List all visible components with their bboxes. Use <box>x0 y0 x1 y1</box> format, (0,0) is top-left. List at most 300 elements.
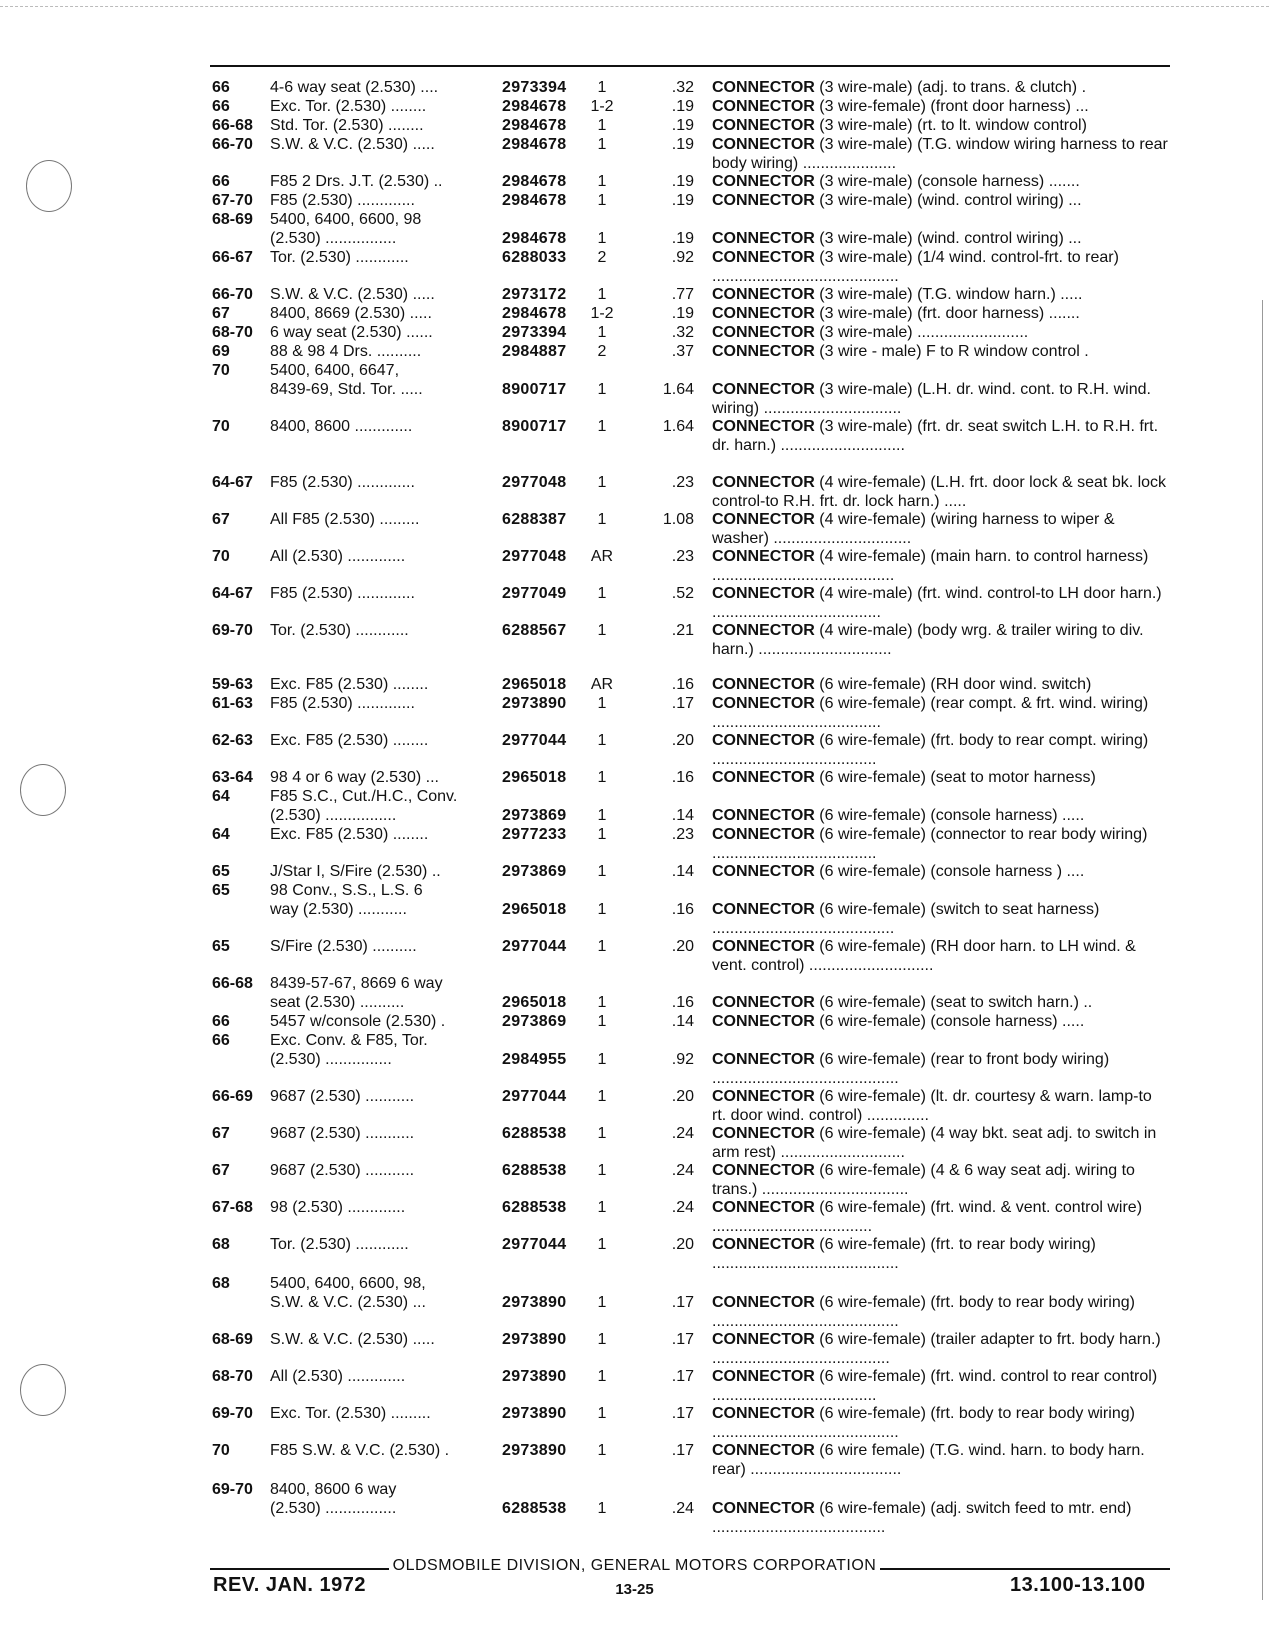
model-year: 68-69 <box>212 211 253 228</box>
price: .19 <box>671 117 694 134</box>
description-part-name: CONNECTOR <box>712 117 815 134</box>
application: 8400, 8600 ............. <box>270 418 413 435</box>
application: 8400, 8669 (2.530) ..... <box>270 305 432 322</box>
section-code: 13.100-13.100 <box>1010 1574 1146 1596</box>
description <box>712 825 1168 863</box>
application: (2.530) ............... <box>270 1051 392 1068</box>
description <box>712 1012 1168 1031</box>
price: .17 <box>671 695 694 712</box>
price: .37 <box>671 343 694 360</box>
part-number: 6288538 <box>502 1199 567 1216</box>
description-text: (6 wire-female) (frt. to rear body wiring) .......................................... <box>712 1236 1096 1272</box>
description-part-name: CONNECTOR <box>712 1500 815 1517</box>
description-part-name: CONNECTOR <box>712 249 815 266</box>
application: 88 & 98 4 Drs. .......... <box>270 343 422 360</box>
price: .19 <box>671 192 694 209</box>
price: .17 <box>671 1442 694 1459</box>
part-number: 2973890 <box>502 1442 567 1459</box>
description-part-name: CONNECTOR <box>712 1088 815 1105</box>
application: 98 Conv., S.S., L.S. 6 <box>270 882 423 899</box>
description-part-name: CONNECTOR <box>712 1331 815 1348</box>
description-part-name: CONNECTOR <box>712 1294 815 1311</box>
model-year: 66-70 <box>212 286 253 303</box>
model-year: 66-67 <box>212 249 253 266</box>
description-part-name: CONNECTOR <box>712 1368 815 1385</box>
part-number: 2973869 <box>502 807 567 824</box>
price: .19 <box>671 98 694 115</box>
description <box>712 900 1168 938</box>
part-number: 6288567 <box>502 622 567 639</box>
price: .17 <box>671 1368 694 1385</box>
description <box>712 1330 1168 1368</box>
description-text: (3 wire-male) (adj. to trans. & clutch) . <box>819 79 1087 96</box>
quantity: 1 <box>597 1051 607 1068</box>
price: .19 <box>671 305 694 322</box>
application: S.W. & V.C. (2.530) ..... <box>270 136 435 153</box>
quantity: 1 <box>597 136 607 153</box>
model-year: 67 <box>212 511 230 528</box>
quantity: 1 <box>597 511 607 528</box>
quantity: 1 <box>597 286 607 303</box>
description <box>712 584 1168 622</box>
binder-hole <box>20 764 66 816</box>
model-year: 66 <box>212 173 230 190</box>
description-text: (3 wire-male) ......................... <box>819 324 1029 341</box>
model-year: 67 <box>212 1162 230 1179</box>
quantity: 1 <box>597 1368 607 1385</box>
description-part-name: CONNECTOR <box>712 901 815 918</box>
footer-division-text: OLDSMOBILE DIVISION, GENERAL MOTORS CORPORATION <box>389 1557 881 1574</box>
quantity: 1 <box>597 324 607 341</box>
description-part-name: CONNECTOR <box>712 826 815 843</box>
application: 98 4 or 6 way (2.530) ... <box>270 769 439 786</box>
quantity: 1 <box>597 1331 607 1348</box>
description-part-name: CONNECTOR <box>712 622 815 639</box>
description-text: (3 wire-male) (L.H. dr. wind. cont. to R.H. wind. wiring) ............................... <box>712 381 1151 417</box>
description <box>712 380 1168 418</box>
application: F85 (2.530) ............. <box>270 695 415 712</box>
application: Tor. (2.530) ............ <box>270 622 409 639</box>
part-number: 2977044 <box>502 1236 567 1253</box>
quantity: 1 <box>597 901 607 918</box>
price: .16 <box>671 769 694 786</box>
application: way (2.530) ........... <box>270 901 407 918</box>
description <box>712 510 1168 548</box>
part-number: 8900717 <box>502 418 567 435</box>
application: 98 (2.530) ............. <box>270 1199 406 1216</box>
application: F85 2 Drs. J.T. (2.530) .. <box>270 173 443 190</box>
part-number: 2984887 <box>502 343 567 360</box>
quantity: 1 <box>597 622 607 639</box>
part-number: 6288538 <box>502 1162 567 1179</box>
description-part-name: CONNECTOR <box>712 1051 815 1068</box>
description-text: (3 wire-male) (1/4 wind. control-frt. to rear) .......................................... <box>712 249 1119 285</box>
description-text: (6 wire-female) (4 & 6 way seat adj. wiring to trans.) ................................. <box>712 1162 1135 1198</box>
application: 9687 (2.530) ........... <box>270 1125 415 1142</box>
description <box>712 1124 1168 1162</box>
quantity: 1 <box>597 732 607 749</box>
description-text: (6 wire-female) (seat to motor harness) <box>819 769 1096 786</box>
part-number: 2977044 <box>502 938 567 955</box>
part-number: 2984678 <box>502 192 567 209</box>
part-number: 2973172 <box>502 286 567 303</box>
price: .19 <box>671 136 694 153</box>
model-year: 59-63 <box>212 676 253 693</box>
quantity: 1 <box>597 1500 607 1517</box>
description <box>712 862 1168 881</box>
description-part-name: CONNECTOR <box>712 136 815 153</box>
description <box>712 1404 1168 1442</box>
description <box>712 675 1168 694</box>
model-year: 64-67 <box>212 474 253 491</box>
price: .32 <box>671 79 694 96</box>
description-part-name: CONNECTOR <box>712 305 815 322</box>
description-text: (6 wire-female) (4 way bkt. seat adj. to switch in arm rest) ............................ <box>712 1125 1157 1161</box>
description-text: (6 wire-female) (RH door wind. switch) <box>819 676 1092 693</box>
quantity: 1 <box>597 474 607 491</box>
price: .77 <box>671 286 694 303</box>
part-number: 2965018 <box>502 901 567 918</box>
price: .23 <box>671 474 694 491</box>
price: .17 <box>671 1294 694 1311</box>
page-number: 13-25 <box>615 1581 654 1598</box>
application: 4-6 way seat (2.530) .... <box>270 79 439 96</box>
model-year: 62-63 <box>212 732 253 749</box>
quantity: 1 <box>597 826 607 843</box>
application: Exc. Conv. & F85, Tor. <box>270 1032 428 1049</box>
description <box>712 473 1168 511</box>
description-text: (6 wire female) (T.G. wind. harn. to body harn. rear) .................................. <box>712 1442 1145 1478</box>
description <box>712 97 1168 116</box>
description <box>712 323 1168 342</box>
part-number: 2973394 <box>502 324 567 341</box>
application: All (2.530) ............. <box>270 548 406 565</box>
quantity: 2 <box>597 249 607 266</box>
price: .14 <box>671 1013 694 1030</box>
price: .32 <box>671 324 694 341</box>
description-part-name: CONNECTOR <box>712 79 815 96</box>
description <box>712 116 1168 135</box>
description-part-name: CONNECTOR <box>712 381 815 398</box>
application: F85 (2.530) ............. <box>270 585 415 602</box>
description <box>712 304 1168 323</box>
application: Std. Tor. (2.530) ........ <box>270 117 424 134</box>
part-number: 2984678 <box>502 98 567 115</box>
description-text: (4 wire-female) (wiring harness to wiper & washer) ............................... <box>712 511 1115 547</box>
application: Exc. Tor. (2.530) ......... <box>270 1405 431 1422</box>
quantity: 1 <box>597 938 607 955</box>
description-part-name: CONNECTOR <box>712 769 815 786</box>
application: 9687 (2.530) ........... <box>270 1088 415 1105</box>
price: .24 <box>671 1500 694 1517</box>
part-number: 6288033 <box>502 249 567 266</box>
description-part-name: CONNECTOR <box>712 585 815 602</box>
part-number: 2973890 <box>502 1294 567 1311</box>
price: .16 <box>671 994 694 1011</box>
description-text: (6 wire-female) (connector to rear body wiring) ..................................... <box>712 826 1148 862</box>
quantity: 1 <box>597 994 607 1011</box>
description-text: (6 wire-female) (rear to front body wiring) .......................................... <box>712 1051 1110 1087</box>
description-text: (6 wire-female) (switch to seat harness) ......................................... <box>712 901 1100 937</box>
description <box>712 417 1168 455</box>
model-year: 69-70 <box>212 622 253 639</box>
part-number: 2977233 <box>502 826 567 843</box>
quantity: 1 <box>597 807 607 824</box>
model-year: 70 <box>212 418 230 435</box>
model-year: 67 <box>212 305 230 322</box>
quantity: 1 <box>597 1405 607 1422</box>
description <box>712 78 1168 97</box>
description-text: (6 wire-female) (console harness) ..... <box>819 1013 1085 1030</box>
part-number: 2973890 <box>502 695 567 712</box>
description <box>712 547 1168 585</box>
application: J/Star I, S/Fire (2.530) .. <box>270 863 441 880</box>
description-text: (3 wire-male) (wind. control wiring) ... <box>819 192 1082 209</box>
description-text: (6 wire-female) (frt. wind. & vent. control wire) .................................... <box>712 1199 1143 1235</box>
description-text: (3 wire-male) (T.G. window wiring harness to rear body wiring) ..................... <box>712 136 1168 172</box>
description-part-name: CONNECTOR <box>712 1236 815 1253</box>
model-year: 65 <box>212 882 230 899</box>
quantity: 1 <box>597 173 607 190</box>
price: .20 <box>671 938 694 955</box>
price: .20 <box>671 1088 694 1105</box>
part-number: 2965018 <box>502 676 567 693</box>
part-number: 2973869 <box>502 1013 567 1030</box>
description-part-name: CONNECTOR <box>712 807 815 824</box>
description-part-name: CONNECTOR <box>712 173 815 190</box>
application: S.W. & V.C. (2.530) ... <box>270 1294 426 1311</box>
description-text: (3 wire-male) (T.G. window harn.) ..... <box>819 286 1083 303</box>
header-rule <box>210 65 1170 67</box>
quantity: 1 <box>597 695 607 712</box>
footer-division <box>0 1557 1269 1575</box>
part-number: 6288387 <box>502 511 567 528</box>
quantity: 1 <box>597 418 607 435</box>
price: .24 <box>671 1125 694 1142</box>
model-year: 68 <box>212 1275 230 1292</box>
model-year: 64 <box>212 788 230 805</box>
price: .21 <box>671 622 694 639</box>
application: (2.530) ................ <box>270 807 397 824</box>
model-year: 67-68 <box>212 1199 253 1216</box>
description-part-name: CONNECTOR <box>712 994 815 1011</box>
application: 9687 (2.530) ........... <box>270 1162 415 1179</box>
price: .14 <box>671 807 694 824</box>
application: Exc. F85 (2.530) ........ <box>270 676 429 693</box>
application: Exc. F85 (2.530) ........ <box>270 826 429 843</box>
quantity: 1 <box>597 1294 607 1311</box>
description-text: (3 wire - male) F to R window control . <box>819 343 1089 360</box>
description-part-name: CONNECTOR <box>712 548 815 565</box>
quantity: 1 <box>597 1088 607 1105</box>
description <box>712 731 1168 769</box>
model-year: 63-64 <box>212 769 253 786</box>
model-year: 66 <box>212 98 230 115</box>
application: S.W. & V.C. (2.530) ..... <box>270 286 435 303</box>
description-part-name: CONNECTOR <box>712 98 815 115</box>
model-year: 66-68 <box>212 117 253 134</box>
description-text: (3 wire-male) (wind. control wiring) ... <box>819 230 1082 247</box>
model-year: 61-63 <box>212 695 253 712</box>
quantity: 2 <box>597 343 607 360</box>
description-part-name: CONNECTOR <box>712 324 815 341</box>
description-text: (3 wire-male) (rt. to lt. window control) <box>819 117 1087 134</box>
model-year: 65 <box>212 863 230 880</box>
description <box>712 1499 1168 1537</box>
description-part-name: CONNECTOR <box>712 695 815 712</box>
description-part-name: CONNECTOR <box>712 192 815 209</box>
quantity: 1-2 <box>590 98 614 115</box>
description <box>712 191 1168 210</box>
model-year: 68-69 <box>212 1331 253 1348</box>
price: .16 <box>671 676 694 693</box>
scan-edge <box>0 6 1269 7</box>
quantity: 1 <box>597 381 607 398</box>
description-text: (3 wire-male) (frt. door harness) ....... <box>819 305 1080 322</box>
model-year: 70 <box>212 362 230 379</box>
description <box>712 937 1168 975</box>
application: (2.530) ................ <box>270 230 397 247</box>
description-part-name: CONNECTOR <box>712 1405 815 1422</box>
description-part-name: CONNECTOR <box>712 1199 815 1216</box>
description-text: (3 wire-male) (console harness) ....... <box>819 173 1080 190</box>
description <box>712 1198 1168 1236</box>
part-number: 2977048 <box>502 474 567 491</box>
model-year: 67 <box>212 1125 230 1142</box>
application: 8439-69, Std. Tor. ..... <box>270 381 423 398</box>
model-year: 68-70 <box>212 1368 253 1385</box>
part-number: 2984678 <box>502 305 567 322</box>
model-year: 69 <box>212 343 230 360</box>
description-text: (4 wire-male) (body wrg. & trailer wiring to div. harn.) .............................. <box>712 622 1144 658</box>
description <box>712 172 1168 191</box>
part-number: 2973890 <box>502 1405 567 1422</box>
application: 8439-57-67, 8669 6 way <box>270 975 443 992</box>
description-text: (6 wire-female) (adj. switch feed to mtr. end) ....................................... <box>712 1500 1132 1536</box>
price: .24 <box>671 1199 694 1216</box>
description-text: (6 wire-female) (trailer adapter to frt. body harn.) ........................................ <box>712 1331 1161 1367</box>
description-part-name: CONNECTOR <box>712 1442 815 1459</box>
application: Exc. Tor. (2.530) ........ <box>270 98 427 115</box>
quantity: 1-2 <box>590 305 614 322</box>
model-year: 64-67 <box>212 585 253 602</box>
price: .23 <box>671 826 694 843</box>
binder-hole <box>26 160 72 212</box>
model-year: 65 <box>212 938 230 955</box>
application: 5457 w/console (2.530) . <box>270 1013 446 1030</box>
description <box>712 1161 1168 1199</box>
model-year: 67-70 <box>212 192 253 209</box>
description-text: (6 wire-female) (console harness ) .... <box>819 863 1085 880</box>
quantity: 1 <box>597 1236 607 1253</box>
application: 8400, 8600 6 way <box>270 1481 397 1498</box>
part-number: 8900717 <box>502 381 567 398</box>
description-part-name: CONNECTOR <box>712 511 815 528</box>
part-number: 2977048 <box>502 548 567 565</box>
revision-date: REV. JAN. 1972 <box>213 1574 367 1596</box>
description-part-name: CONNECTOR <box>712 732 815 749</box>
quantity: 1 <box>597 1442 607 1459</box>
application: F85 (2.530) ............. <box>270 192 415 209</box>
model-year: 70 <box>212 548 230 565</box>
description <box>712 1050 1168 1088</box>
price: .24 <box>671 1162 694 1179</box>
model-year: 68-70 <box>212 324 253 341</box>
part-number: 2977049 <box>502 585 567 602</box>
quantity: 1 <box>597 79 607 96</box>
application: Tor. (2.530) ............ <box>270 1236 409 1253</box>
part-number: 2984955 <box>502 1051 567 1068</box>
quantity: 1 <box>597 585 607 602</box>
description <box>712 806 1168 825</box>
application: 5400, 6400, 6600, 98, <box>270 1275 426 1292</box>
part-number: 2973890 <box>502 1331 567 1348</box>
description-text: (6 wire-female) (RH door harn. to LH wind. & vent. control) ............................ <box>712 938 1136 974</box>
part-number: 2977044 <box>502 1088 567 1105</box>
description-part-name: CONNECTOR <box>712 676 815 693</box>
model-year: 64 <box>212 826 230 843</box>
part-number: 2973394 <box>502 79 567 96</box>
description <box>712 285 1168 304</box>
quantity: AR <box>590 548 614 565</box>
price: .17 <box>671 1331 694 1348</box>
application: (2.530) ................ <box>270 1500 397 1517</box>
application: 5400, 6400, 6647, <box>270 362 400 379</box>
part-number: 2965018 <box>502 994 567 1011</box>
quantity: 1 <box>597 1199 607 1216</box>
binder-hole <box>20 1364 66 1416</box>
quantity: 1 <box>597 117 607 134</box>
model-year: 66-68 <box>212 975 253 992</box>
quantity: 1 <box>597 863 607 880</box>
quantity: 1 <box>597 1125 607 1142</box>
part-number: 2977044 <box>502 732 567 749</box>
application: F85 (2.530) ............. <box>270 474 415 491</box>
description-part-name: CONNECTOR <box>712 1162 815 1179</box>
part-number: 2984678 <box>502 117 567 134</box>
part-number: 6288538 <box>502 1125 567 1142</box>
model-year: 66-69 <box>212 1088 253 1105</box>
quantity: AR <box>590 676 614 693</box>
part-number: 2973890 <box>502 1368 567 1385</box>
description-part-name: CONNECTOR <box>712 230 815 247</box>
description-text: (6 wire-female) (lt. dr. courtesy & warn. lamp-to rt. door wind. control) .............. <box>712 1088 1152 1124</box>
price: .23 <box>671 548 694 565</box>
application: All F85 (2.530) ......... <box>270 511 420 528</box>
description <box>712 1293 1168 1331</box>
part-number: 2973869 <box>502 863 567 880</box>
price: 1.64 <box>662 381 694 398</box>
description-text: (4 wire-female) (L.H. frt. door lock & seat bk. lock control-to R.H. frt. dr. lock harn.) ..... <box>712 474 1167 510</box>
description <box>712 229 1168 248</box>
price: .52 <box>671 585 694 602</box>
description-text: (6 wire-female) (console harness) ..... <box>819 807 1085 824</box>
application: Tor. (2.530) ............ <box>270 249 409 266</box>
description <box>712 993 1168 1012</box>
price: .20 <box>671 732 694 749</box>
application: seat (2.530) .......... <box>270 994 405 1011</box>
description-text: (3 wire-male) (frt. dr. seat switch L.H. to R.H. frt. dr. harn.) ............................ <box>712 418 1159 454</box>
quantity: 1 <box>597 192 607 209</box>
description <box>712 135 1168 173</box>
application: 6 way seat (2.530) ...... <box>270 324 433 341</box>
description-text: (6 wire-female) (rear compt. & frt. wind. wiring) ...................................... <box>712 695 1149 731</box>
model-year: 66-70 <box>212 136 253 153</box>
description-part-name: CONNECTOR <box>712 474 815 491</box>
quantity: 1 <box>597 1162 607 1179</box>
application: S.W. & V.C. (2.530) ..... <box>270 1331 435 1348</box>
description <box>712 248 1168 286</box>
